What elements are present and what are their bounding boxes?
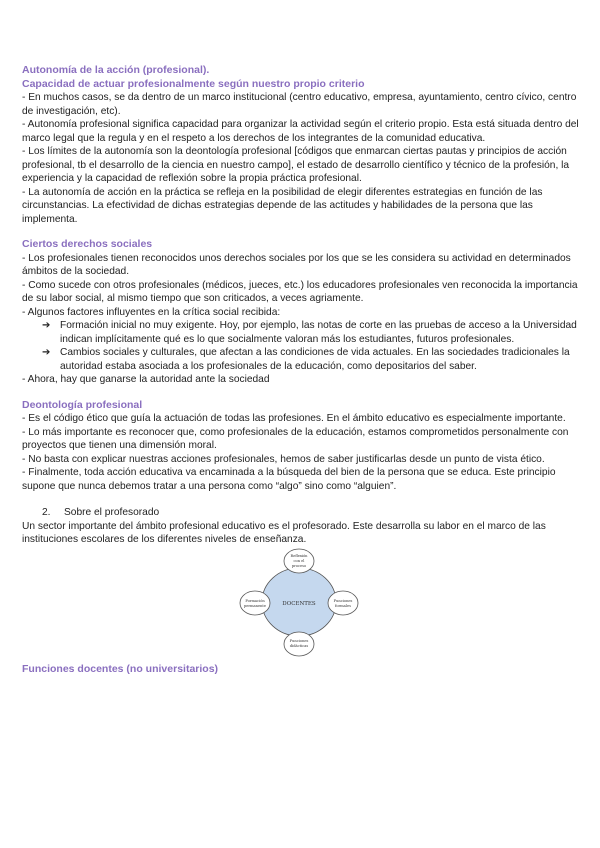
arrow-icon: ➔ (42, 347, 51, 358)
bullet-text: Formación inicial no muy exigente. Hoy, por ejemplo, las notas de corte en las pruebas de acceso a la Universidad indican implícitamente qué es lo que socialmente valoran más los estudiantes, futuros profesionales. (60, 320, 577, 345)
section-derechos-title: Ciertos derechos sociales (22, 238, 153, 250)
section-autonomia-title: Autonomía de la acción (profesional). (22, 64, 210, 76)
node-right-line: Funciones (333, 598, 353, 603)
node-left-line: permanente (243, 603, 267, 608)
node-top-line: con el (293, 558, 305, 563)
paragraph: - Finalmente, toda acción educativa va encaminada a la búsqueda del bien de la persona que se educa. Este principio supone que nunca debemos tratar a una persona como “algo” sino como “alguien”. (22, 467, 556, 492)
bullet-item (22, 346, 582, 373)
numbered-heading (22, 506, 582, 520)
bullet-text: Cambios sociales y culturales, que afectan a las condiciones de vida actuales. En las sociedades tradicionales la autoridad estaba asociada a los profesionales de la educación, como depositarios del saber. (60, 347, 570, 372)
node-top-line: proceso (291, 563, 307, 568)
paragraph: - Ahora, hay que ganarse la autoridad ante la sociedad (22, 374, 270, 385)
section-deontologia-title: Deontología profesional (22, 398, 143, 411)
heading-number: 2. (42, 507, 51, 518)
paragraph: - Los límites de la autonomía son la deontología profesional [códigos que enmarcan ciertas pautas y principios de acción profesional, tb el desarrollo de la ciencia en nuestro campo], el estado de desarrollo científico y técnico de la profesión, la experiencia y la capacidad de reflexión sobre la propia práctica profesional. (22, 146, 570, 184)
arrow-icon: ➔ (42, 320, 51, 331)
document-page (22, 64, 582, 676)
center-label: DOCENTES (282, 600, 316, 607)
paragraph: Un sector importante del ámbito profesional educativo es el profesorado. Este desarrolla su labor en el marco de las instituciones escolares de los diferentes niveles de enseñanza. (22, 520, 546, 545)
paragraph: - Como sucede con otros profesionales (médicos, jueces, etc.) los educadores profesionales ven reconocida la importancia de su labor social, al mismo tiempo que son criticados, a veces agriamente. (22, 279, 578, 304)
node-top-line: Reflexión (290, 553, 308, 558)
paragraph: - En muchos casos, se da dentro de un marco institucional (centro educativo, empresa, ayuntamiento, centro cívico, centro de investigación, etc). (22, 92, 577, 117)
node-right (328, 591, 358, 615)
paragraph: - Es el código ético que guía la actuación de todas las profesiones. En el ámbito educativo es especialmente importante. (22, 413, 566, 424)
node-bottom-line: Funciones (289, 638, 309, 643)
docentes-diagram (0, 547, 600, 659)
paragraph: - Lo más importante es reconocer que, como profesionales de la educación, estamos comprometidos personalmente con proyectos que tienen una dimensión moral. (22, 426, 569, 451)
diagram-svg (0, 547, 600, 659)
bullet-item (22, 319, 582, 346)
node-left (240, 591, 270, 615)
node-right-line: formales (335, 603, 351, 608)
node-left-line: Formación (245, 598, 265, 603)
paragraph: - Algunos factores influyentes en la crítica social recibida: (22, 306, 281, 318)
heading-text: Sobre el profesorado (64, 507, 160, 518)
paragraph: - La autonomía de acción en la práctica se refleja en la posibilidad de elegir diferentes estrategias en función de las circunstancias. La efectividad de dichas estrategias depende de las actitudes y habilidades de la persona que las implementa. (22, 186, 543, 225)
paragraph: - Los profesionales tienen reconocidos unos derechos sociales por los que se les considera su actividad en determinados ámbitos de la sociedad. (22, 252, 571, 277)
paragraph: - No basta con explicar nuestras acciones profesionales, hemos de saber justificarlas desde un punto de vista ético. (22, 453, 545, 465)
section-funciones-title: Funciones docentes (no universitarios) (22, 662, 219, 675)
node-bottom-line: didácticas (289, 643, 309, 648)
paragraph: - Autonomía profesional significa capacidad para organizar la actividad según el criterio propio. Esta está situada dentro del marco legal que la regula y en el respeto a los derechos de los integrantes de la comunidad educativa. (22, 119, 579, 144)
section-autonomia-subtitle: Capacidad de actuar profesionalmente según nuestro propio criterio (22, 77, 365, 90)
